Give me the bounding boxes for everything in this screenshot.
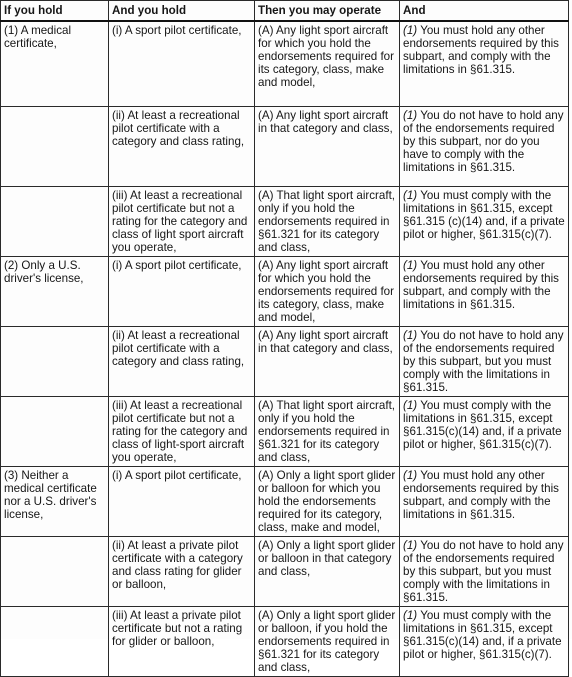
item-number: (1) <box>403 538 418 552</box>
then-you-may-operate-cell: (A) That light sport aircraft, only if you hold the endorsements required in §61.321 for its category and class, <box>255 186 400 256</box>
and-you-hold-cell: (i) A sport pilot certificate, <box>109 21 255 106</box>
then-you-may-operate-cell: (A) Any light sport aircraft in that category and class, <box>255 106 400 186</box>
and-cell <box>400 536 569 606</box>
column-header: Then you may operate <box>255 1 400 22</box>
and-cell <box>400 396 569 466</box>
then-you-may-operate-cell: (A) Any light sport aircraft in that category and class, <box>255 326 400 396</box>
if-you-hold-cell <box>1 606 109 676</box>
and-you-hold-cell: (i) A sport pilot certificate, <box>109 256 255 326</box>
if-you-hold-cell: (3) Neither a medical certificate nor a U.S. driver's license, <box>1 466 109 536</box>
header-row <box>1 1 569 22</box>
table-row <box>1 21 569 106</box>
if-you-hold-cell: (1) A medical certificate, <box>1 21 109 106</box>
and-cell <box>400 326 569 396</box>
and-you-hold-cell: (iii) At least a recreational pilot certificate but not a rating for the category and class of light-sport aircraft you operate, <box>109 396 255 466</box>
table-row <box>1 396 569 466</box>
item-number: (1) <box>403 24 418 37</box>
table-row <box>1 606 569 676</box>
column-header: And <box>400 1 569 22</box>
and-you-hold-cell: (ii) At least a private pilot certificate with a category and class rating for glider or balloon, <box>109 536 255 606</box>
item-number: (1) <box>403 328 418 342</box>
if-you-hold-cell <box>1 536 109 606</box>
and-cell <box>400 106 569 186</box>
if-you-hold-cell <box>1 326 109 396</box>
and-text: You must comply with the limitations in §61.315, except §61.315(c)(14) and, if a private pilot or higher, §61.315(c)(7). <box>403 398 562 451</box>
item-number: (1) <box>403 108 418 122</box>
and-text: You do not have to hold any of the endorsements required by this subpart, but you must comply with the limitations in §61.315. <box>403 328 564 394</box>
if-you-hold-cell <box>1 396 109 466</box>
and-you-hold-cell: (ii) At least a recreational pilot certificate with a category and class rating, <box>109 106 255 186</box>
table-row <box>1 326 569 396</box>
and-text: You must hold any other endorsements required by this subpart, and comply with the limitations in §61.315. <box>403 468 559 521</box>
then-you-may-operate-cell: (A) Any light sport aircraft for which you hold the endorsements required for its category, class, make and model, <box>255 21 400 106</box>
item-number: (1) <box>403 608 418 622</box>
table-row <box>1 256 569 326</box>
table-row <box>1 186 569 256</box>
and-you-hold-cell: (iii) At least a recreational pilot certificate but not a rating for the category and class of light sport aircraft you operate, <box>109 186 255 256</box>
if-you-hold-cell <box>1 106 109 186</box>
and-text: You must comply with the limitations in §61.315, except §61.315 (c)(14) and, if a private pilot or higher, §61.315(c)(7). <box>403 188 565 241</box>
item-number: (1) <box>403 258 418 272</box>
column-header: If you hold <box>1 1 109 22</box>
then-you-may-operate-cell: (A) Only a light sport glider or balloon for which you hold the endorsements required for its category, class, make and model, <box>255 466 400 536</box>
table-row <box>1 466 569 536</box>
and-you-hold-cell: (i) A sport pilot certificate, <box>109 466 255 536</box>
and-cell <box>400 606 569 676</box>
and-text: You must hold any other endorsements required by this subpart, and comply with the limitations in §61.315. <box>403 258 559 311</box>
item-number: (1) <box>403 468 418 482</box>
then-you-may-operate-cell: (A) That light sport aircraft, only if you hold the endorsements required in §61.321 for its category and class, <box>255 396 400 466</box>
and-cell <box>400 466 569 536</box>
and-text: You must comply with the limitations in §61.315, except §61.315(c)(14) and, if a private pilot or higher, §61.315(c)(7). <box>403 608 562 661</box>
then-you-may-operate-cell: (A) Only a light sport glider or balloon in that category and class, <box>255 536 400 606</box>
and-text: You must hold any other endorsements required by this subpart, and comply with the limitations in §61.315. <box>403 24 559 76</box>
and-you-hold-cell: (ii) At least a recreational pilot certificate with a category and class rating, <box>109 326 255 396</box>
if-you-hold-cell: (2) Only a U.S. driver's license, <box>1 256 109 326</box>
and-you-hold-cell: (iii) At least a private pilot certificate but not a rating for glider or balloon, <box>109 606 255 676</box>
and-cell <box>400 21 569 106</box>
if-you-hold-cell <box>1 186 109 256</box>
column-header: And you hold <box>109 1 255 22</box>
and-text: You do not have to hold any of the endorsements required by this subpart, but you must comply with the limitations in §61.315. <box>403 538 564 604</box>
and-cell <box>400 256 569 326</box>
then-you-may-operate-cell: (A) Any light sport aircraft for which you hold the endorsements required for its category, class, make and model, <box>255 256 400 326</box>
item-number: (1) <box>403 398 418 412</box>
item-number: (1) <box>403 188 418 202</box>
then-you-may-operate-cell: (A) Only a light sport glider or balloon, if you hold the endorsements required in §61.321 for its category and class, <box>255 606 400 676</box>
table-row <box>1 106 569 186</box>
table-row <box>1 536 569 606</box>
and-text: You do not have to hold any of the endorsements required by this subpart, nor do you have to comply with the limitations in §61.315. <box>403 108 564 174</box>
and-cell <box>400 186 569 256</box>
